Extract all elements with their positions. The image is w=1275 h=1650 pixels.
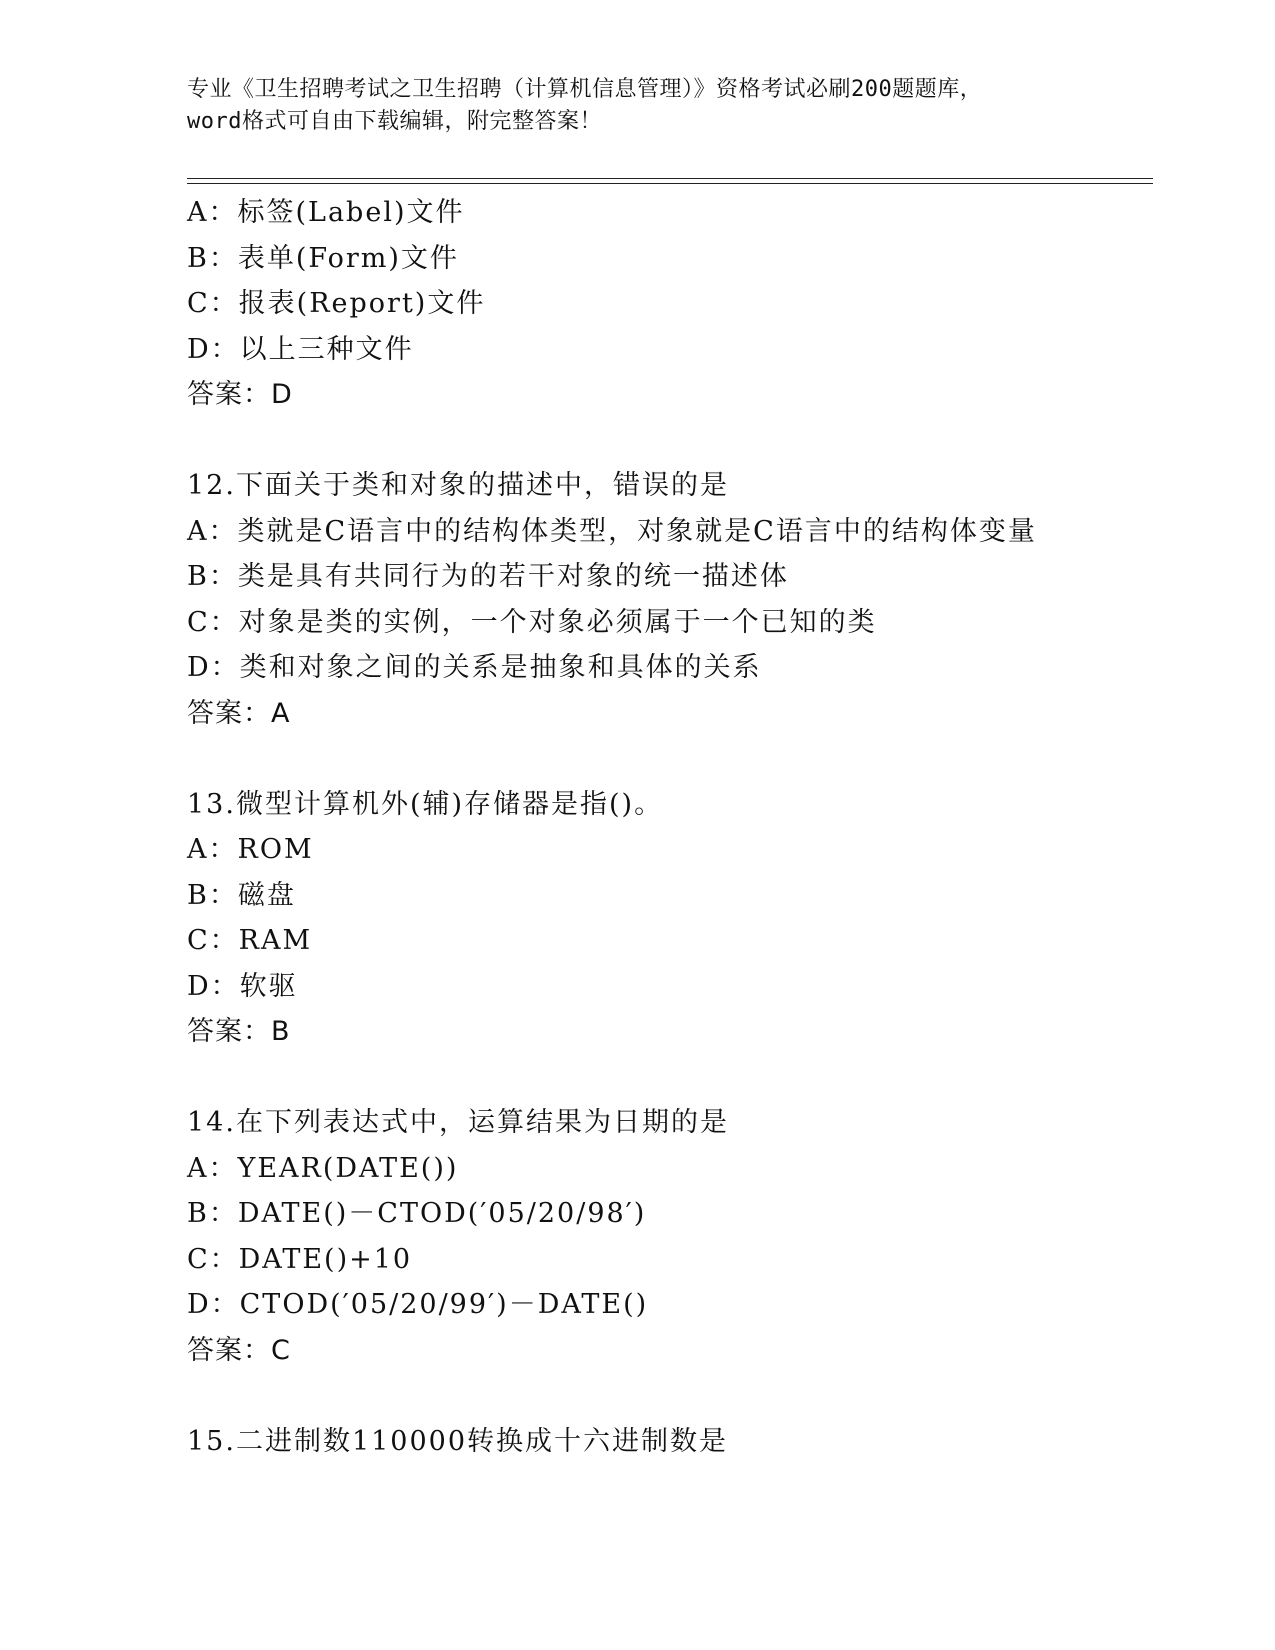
option-c: C：DATE()+10 bbox=[187, 1243, 413, 1275]
header-line-1: 专业《卫生招聘考试之卫生招聘（计算机信息管理）》资格考试必刷200题题库， bbox=[187, 77, 983, 102]
question-block-11 bbox=[187, 190, 1147, 418]
option-d: D：CTOD(′05/20/99′)－DATE() bbox=[187, 1289, 649, 1320]
header-divider-bottom bbox=[187, 183, 1153, 184]
question-text: 14.在下列表达式中，运算结果为日期的是 bbox=[187, 1107, 729, 1138]
spacer bbox=[187, 1055, 1147, 1101]
option-d: D：类和对象之间的关系是抽象和具体的关系 bbox=[187, 652, 762, 683]
spacer bbox=[187, 418, 1147, 464]
document-header bbox=[187, 74, 1147, 138]
option-c: C：对象是类的实例，一个对象必须属于一个已知的类 bbox=[187, 606, 877, 638]
option-d: D：以上三种文件 bbox=[187, 333, 414, 365]
option-b: B：表单(Form)文件 bbox=[187, 242, 459, 274]
option-a: A：YEAR(DATE()) bbox=[187, 1152, 459, 1184]
question-block-12 bbox=[187, 463, 1147, 736]
answer: 答案：C bbox=[187, 1334, 291, 1366]
option-a: A：标签(Label)文件 bbox=[187, 197, 465, 228]
option-a: A：ROM bbox=[187, 834, 314, 865]
question-block-13 bbox=[187, 782, 1147, 1055]
header-divider-top bbox=[187, 178, 1153, 179]
answer: 答案：A bbox=[187, 697, 291, 729]
question-block-14 bbox=[187, 1100, 1147, 1373]
question-text: 15.二进制数110000转换成十六进制数是 bbox=[187, 1425, 729, 1457]
header-line-2: word格式可自由下载编辑，附完整答案！ bbox=[187, 109, 602, 134]
spacer bbox=[187, 1373, 1147, 1419]
answer: 答案：D bbox=[187, 379, 293, 410]
option-a: A：类就是C语言中的结构体类型，对象就是C语言中的结构体变量 bbox=[187, 515, 1037, 547]
option-c: C：RAM bbox=[187, 925, 313, 956]
option-b: B：磁盘 bbox=[187, 879, 296, 911]
question-text: 12.下面关于类和对象的描述中，错误的是 bbox=[187, 470, 729, 501]
question-text: 13.微型计算机外(辅)存储器是指()。 bbox=[187, 788, 664, 820]
question-block-15 bbox=[187, 1419, 1147, 1465]
option-c: C：报表(Report)文件 bbox=[187, 288, 486, 319]
question-list bbox=[187, 190, 1147, 1464]
spacer bbox=[187, 736, 1147, 782]
option-d: D：软驱 bbox=[187, 970, 298, 1002]
option-b: B：DATE()－CTOD(′05/20/98′) bbox=[187, 1198, 647, 1229]
option-b: B：类是具有共同行为的若干对象的统一描述体 bbox=[187, 561, 789, 592]
answer: 答案：B bbox=[187, 1016, 291, 1047]
